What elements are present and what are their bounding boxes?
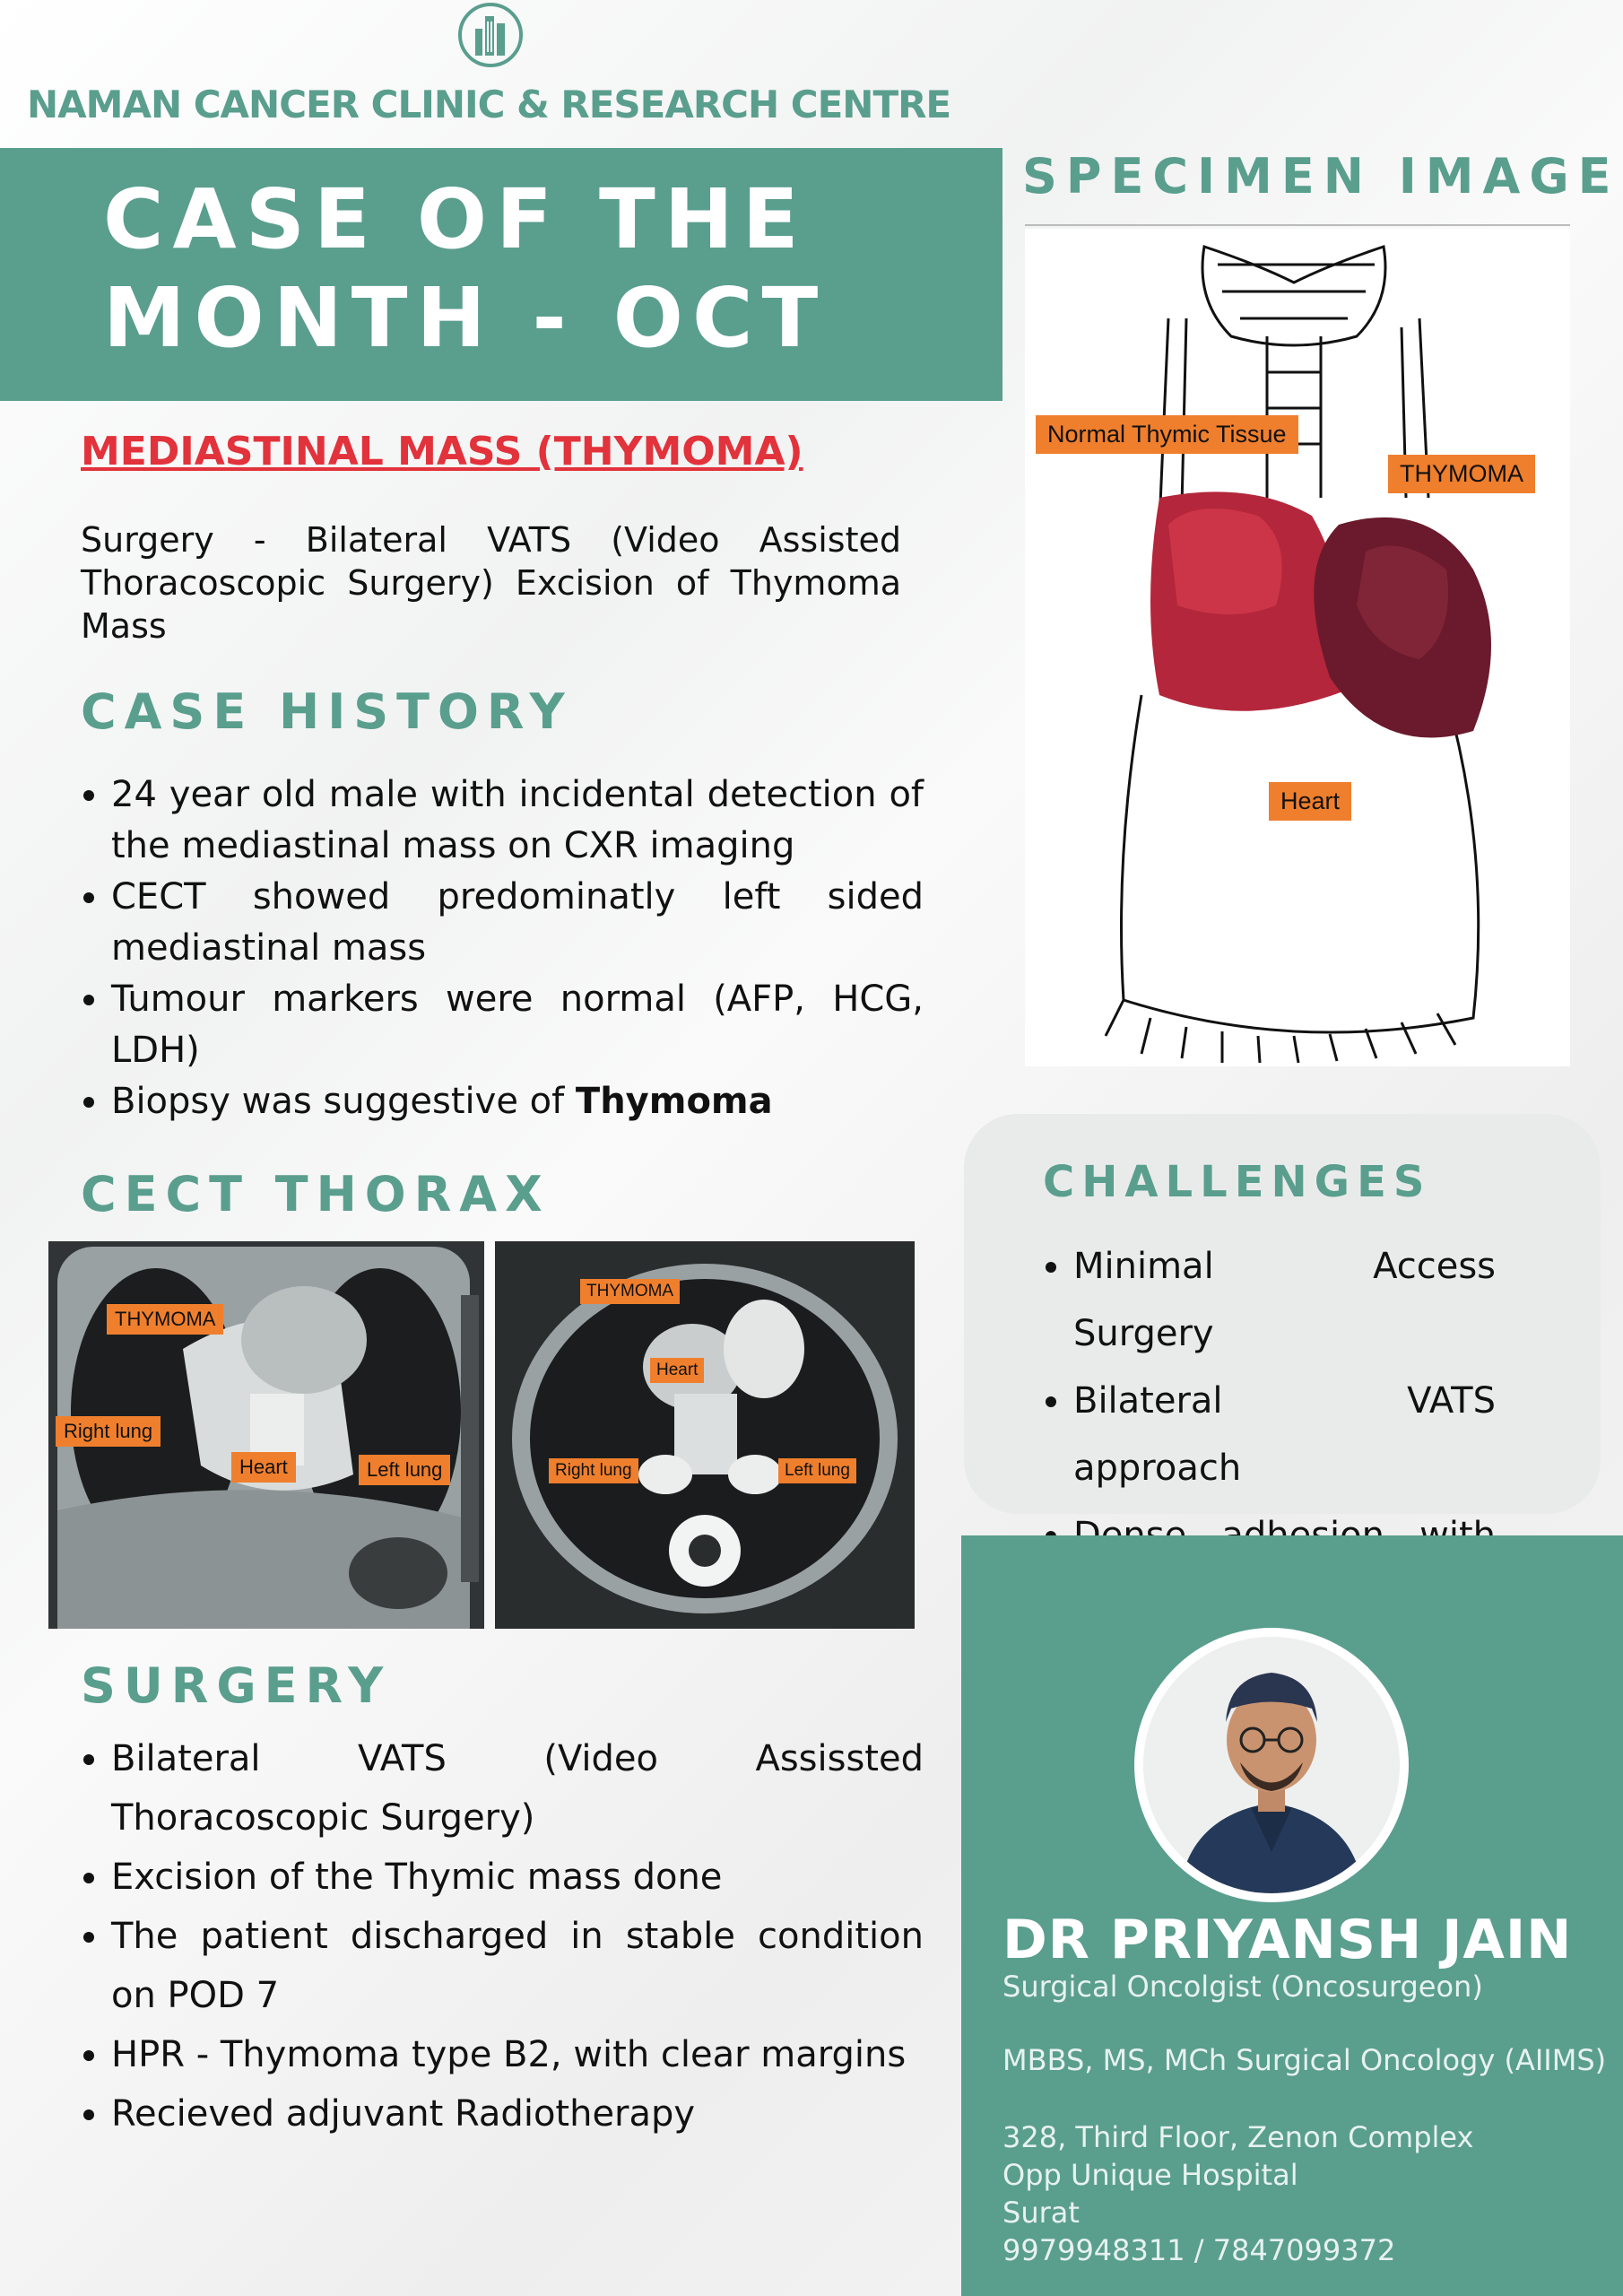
ct-image-axial xyxy=(495,1241,915,1629)
specimen-illustration xyxy=(1025,229,1570,1066)
list-item: • Minimal Access Surgery xyxy=(1073,1233,1496,1368)
ct-label-right-lung: Right lung xyxy=(56,1416,161,1447)
ct-image-coronal xyxy=(48,1241,484,1629)
ct-label-heart: Heart xyxy=(231,1452,296,1483)
address-line-1: 328, Third Floor, Zenon Complex xyxy=(1002,2120,1474,2154)
doctor-name: DR PRIYANSH JAIN xyxy=(1002,1909,1573,1971)
doctor-title: Surgical Oncolgist (Oncosurgeon) xyxy=(1002,1970,1483,2004)
ct-label-thymoma: THYMOMA xyxy=(580,1279,680,1304)
ct-scan-axial-image xyxy=(495,1241,915,1629)
hero-title-line1: CASE OF THE xyxy=(103,171,808,267)
doctor-photo xyxy=(1143,1637,1400,1893)
challenges-heading: CHALLENGES xyxy=(1043,1157,1432,1207)
case-history-list xyxy=(81,770,924,1127)
surgery-heading: SURGERY xyxy=(81,1657,392,1714)
specimen-image xyxy=(1025,229,1570,1066)
doctor-qualifications: MBBS, MS, MCh Surgical Oncology (AIIMS) xyxy=(1002,2043,1607,2077)
address-city: Surat xyxy=(1002,2196,1080,2230)
clinic-logo-icon xyxy=(457,2,524,68)
list-item xyxy=(111,1076,924,1127)
bold-term: Thymoma xyxy=(575,1081,773,1122)
cect-heading: CECT THORAX xyxy=(81,1166,551,1222)
list-item-text: Biopsy was suggestive of xyxy=(111,1081,576,1122)
procedure-summary: Surgery - Bilateral VATS (Video Assisted Thoracoscopic Surgery) Excision of Thymoma Mass xyxy=(81,520,901,646)
list-item: • HPR - Thymoma type B2, with clear margins xyxy=(111,2025,924,2084)
list-item: • The patient discharged in stable condition on POD 7 xyxy=(111,1907,924,2025)
list-item: • Excision of the Thymic mass done xyxy=(111,1848,924,1907)
list-item: • Bilateral VATS approach xyxy=(1073,1368,1496,1502)
clinic-name: NAMAN CANCER CLINIC & RESEARCH CENTRE xyxy=(27,83,951,126)
ct-label-right-lung: Right lung xyxy=(549,1458,638,1483)
address-line-2: Opp Unique Hospital xyxy=(1002,2158,1298,2192)
list-item: • Bilateral VATS (Video Assissted Thoracoscopic Surgery) xyxy=(111,1729,924,1848)
ct-label-left-lung: Left lung xyxy=(778,1458,856,1483)
hero-title xyxy=(103,170,827,368)
ct-label-thymoma: THYMOMA xyxy=(107,1304,223,1335)
phone-numbers: 9979948311 / 7847099372 xyxy=(1002,2233,1396,2267)
surgery-list xyxy=(81,1729,924,2144)
diagnosis-title: MEDIASTINAL MASS (THYMOMA) xyxy=(81,429,803,474)
list-item: • 24 year old male with incidental detection of the mediastinal mass on CXR imaging xyxy=(111,770,924,872)
specimen-label-heart: Heart xyxy=(1269,782,1351,821)
hero-title-line2: MONTH - OCT xyxy=(103,270,828,366)
ct-label-heart: Heart xyxy=(650,1358,704,1383)
specimen-label-normal-thymic-tissue: Normal Thymic Tissue xyxy=(1036,415,1298,454)
divider xyxy=(1025,224,1570,226)
specimen-label-thymoma: THYMOMA xyxy=(1388,455,1535,493)
ct-label-left-lung: Left lung xyxy=(359,1455,450,1485)
case-history-heading: CASE HISTORY xyxy=(81,683,573,740)
specimen-heading: SPECIMEN IMAGE xyxy=(1022,148,1620,204)
avatar xyxy=(1143,1637,1400,1893)
list-item: • CECT showed predominatly left sided mediastinal mass xyxy=(111,872,924,974)
list-item: • Tumour markers were normal (AFP, HCG, LDH) xyxy=(111,974,924,1076)
list-item: • Recieved adjuvant Radiotherapy xyxy=(111,2084,924,2144)
